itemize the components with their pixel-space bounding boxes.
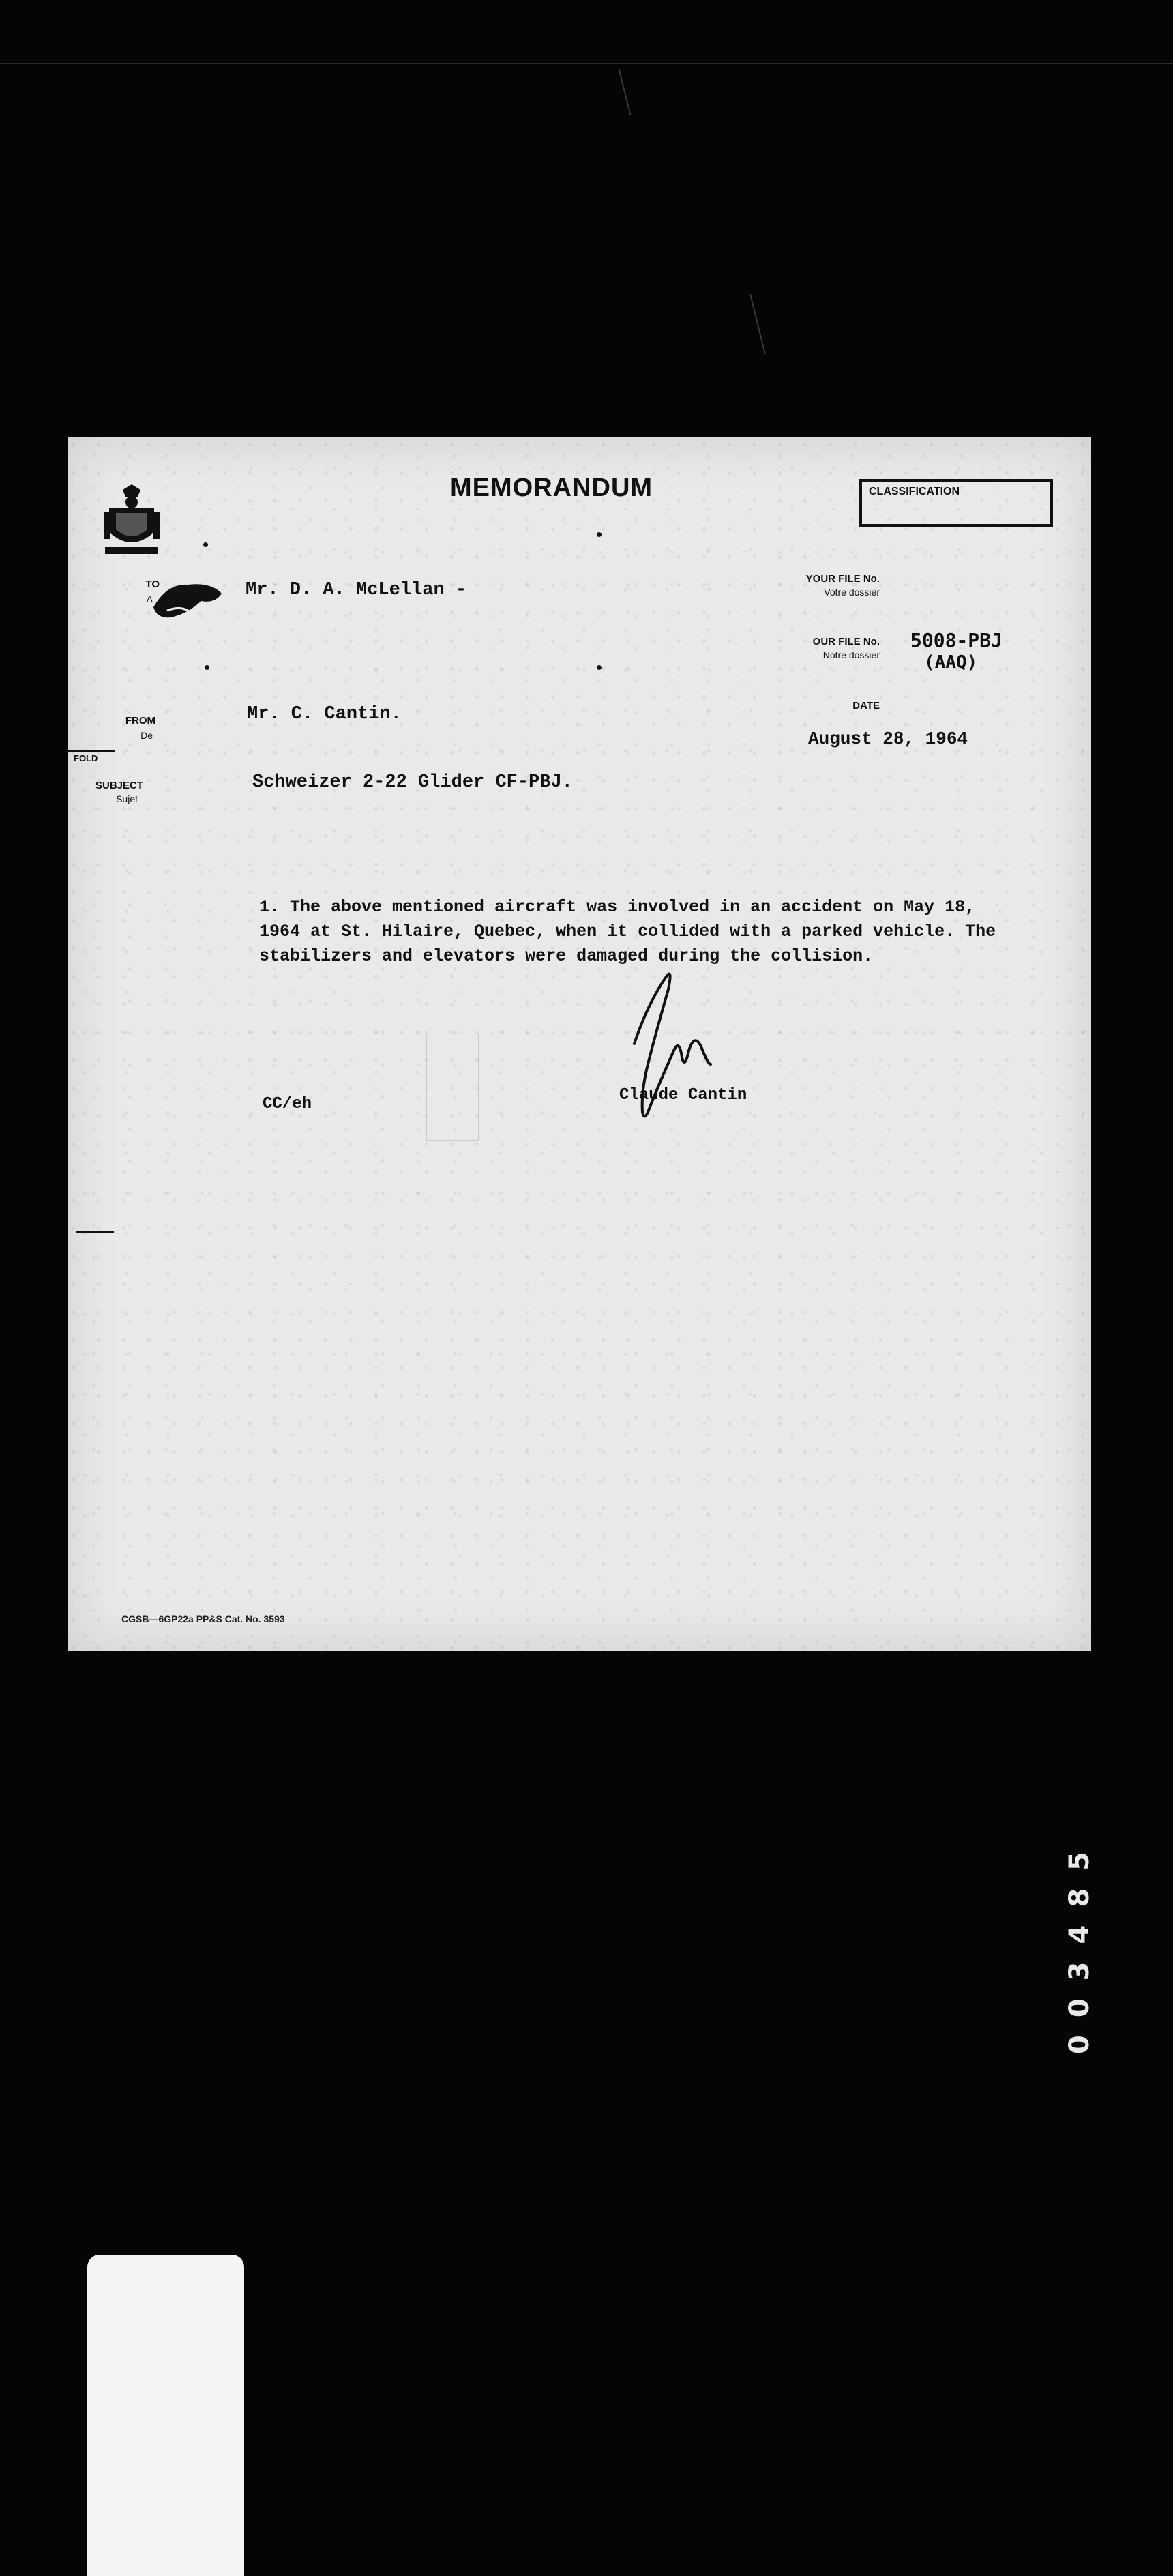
our-file-suffix: (AAQ) <box>924 652 978 673</box>
fold-line <box>67 750 115 752</box>
from-label-french: De <box>140 730 153 741</box>
to-label-french: A <box>146 594 153 604</box>
film-scratch <box>619 69 632 115</box>
punch-dot <box>205 665 209 670</box>
your-file-label: YOUR FILE No. <box>805 573 880 585</box>
memo-page <box>68 437 1091 1651</box>
from-label: FROM <box>125 715 155 727</box>
to-recipient: Mr. D. A. McLellan - <box>246 580 467 600</box>
ink-blot <box>147 576 228 624</box>
subject-label: SUBJECT <box>95 780 144 791</box>
our-file-label: OUR FILE No. <box>812 636 880 647</box>
punch-dot <box>203 542 208 547</box>
coat-of-arms-icon <box>102 484 161 559</box>
our-file-label-french: Notre dossier <box>822 649 880 660</box>
page-title: MEMORANDUM <box>450 473 653 502</box>
classification-label: CLASSIFICATION <box>869 486 960 497</box>
typist-initials: CC/eh <box>263 1095 312 1113</box>
to-label: TO <box>145 579 160 590</box>
date-label: DATE <box>852 700 880 712</box>
film-serial-number: 003485 <box>1064 1834 1095 2055</box>
punch-dot <box>597 665 602 670</box>
film-leader-tab <box>87 2255 244 2576</box>
subject-text: Schweizer 2-22 Glider CF-PBJ. <box>252 772 573 793</box>
fold-label: FOLD <box>74 753 98 763</box>
film-scratch <box>749 294 766 354</box>
classification-box <box>859 479 1053 527</box>
your-file-label-french: Votre dossier <box>824 587 880 598</box>
punch-dot <box>597 532 602 537</box>
our-file-number: 5008-PBJ <box>910 629 1003 652</box>
form-code: CGSB—6GP22a PP&S Cat. No. 3593 <box>121 1613 285 1624</box>
margin-mark <box>76 1231 114 1233</box>
faint-stamp <box>426 1034 479 1141</box>
subject-label-french: Sujet <box>116 793 138 804</box>
signatory-name: Claude Cantin <box>619 1086 747 1104</box>
memo-date: August 28, 1964 <box>808 729 968 749</box>
film-edge-line <box>0 63 1173 64</box>
memo-body: 1. The above mentioned aircraft was involved in an accident on May 18, 1964 at St. Hilaire, Quebec, when it collided with a parked vehicle. The stabilizers and elevators were damaged during the collision. <box>259 897 996 966</box>
from-sender: Mr. C. Cantin. <box>247 704 402 724</box>
